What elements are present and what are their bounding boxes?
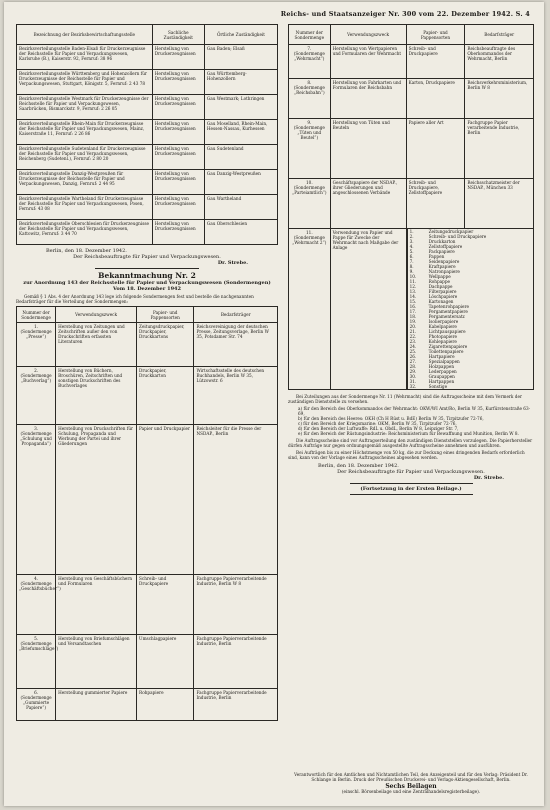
table-cell: 1. (Sondermenge „Presse“) [17,323,56,367]
sondermengen-table [16,306,278,721]
table-cell: Herstellung gummierter Papiere [56,689,137,721]
publisher-line: Verantwortlich für den Amtlichen und Nichtamtlichen Teil, den Anzeigenteil und für den Verlag: Präsident Dr. Schlange in Berlin. Druck der Preußischen Druckerei- und Verlags-Aktiengesellschaft, Berlin. [294,772,528,782]
table-cell: Herstellung von Druckschriften für Schulung, Propaganda und Werbung der Partei und ihrer Gliederungen [56,425,137,575]
paragraph: Bei Zuteilungen aus der Sondermenge Nr. 11 (Wehrmacht) sind die Auftragsscheine mit dem Vermerk der zuständigen Dienststelle zu versehen. [288,394,522,404]
position-name: Kraftpapiere [428,264,456,269]
table-row [17,120,278,145]
right-column [288,24,534,800]
position-name: Packpapiere [428,249,455,254]
position-name: Löschpapiere [428,294,458,299]
table-cell: Fachgruppe Papier verarbeitende Industrie, Berlin [465,119,534,179]
list-item: c) für den Bereich der Kriegsmarine: OKM, Berlin W 35, Tirpitzufer 72-76, [298,421,457,426]
table-cell: Herstellung von Wertpapieren und Formularen der Wehrmacht [330,45,406,79]
position-name: Filterpapiere [428,289,457,294]
notice-subtitle: zur Anordnung 143 der Reichsstelle für Papier und Verpackungswesen (Sondermengen) [23,280,271,286]
table-cell: Geschäftspapiere der NSDAP., ihrer Gliederungen und angeschlossenen Verbände [330,179,406,229]
position-name: Photopapiere [428,334,458,339]
position-name: Pappen [428,254,445,259]
position-number: 30. [409,374,417,379]
table-header: Verwendungszweck [56,307,137,323]
table-header: Bezeichnung der Bezirksbewirtschaftungsstelle [17,25,153,45]
table-cell: Reichsvereinigung der deutschen Presse, Zeitungsverlage, Berlin W 35, Potsdamer Str. 74 [194,323,278,367]
position-number: 21. [409,329,417,334]
position-name: Natronpapiere [428,269,460,274]
position-name: Hartpapiere [428,354,455,359]
table-cell: Reichsleiter für die Presse der NSDAP., Berlin [194,425,278,575]
table-cell: Fachgruppe Papierverarbeitende Industrie, Berlin W 8 [194,575,278,635]
table-cell: Herstellung von Druckerzeugnissen [152,70,204,95]
table-header: Sachliche Zuständigkeit [152,25,204,45]
table-cell: Druckpapier, Druckkarton [137,367,194,425]
table-header: Bedarfsträger [194,307,278,323]
position-number: 17. [409,309,417,314]
position-name: Wellpappe [428,274,451,279]
bewirtschaftungsstellen-table [16,24,278,245]
table-cell: Umschlagpapiere [137,635,194,689]
table-cell: Gau Westmark; Lothringen [204,95,277,120]
left-column [16,24,278,800]
divider [350,483,473,484]
position-name: Hartpappen [428,379,455,384]
position-name: Holzpappen [428,364,455,369]
table-row [17,220,278,245]
position-number: 14. [409,294,417,299]
table-header: Papier- und Pappensorten [137,307,194,323]
list-item: b) für den Bereich des Heeres: OKH (Ch H Rüst u. BdE) Berlin W 35, Tirpitzufer 72-76, [298,416,484,421]
position-number: 26. [409,354,417,359]
table-cell: Herstellung von Druckerzeugnissen [152,95,204,120]
table-cell: 7. (Sondermenge „Wehrmacht“) [289,45,331,79]
table-cell: Bezirksverteilungsstelle Baden-Elsaß für Druckerzeugnisse der Reichsstelle für Papier und Verpackungswesen, Karlsruhe (B.), Kaiserstr. 92, Fernruf: 38 96 [17,45,153,70]
position-number: 32. [409,384,417,389]
table-row [289,119,534,179]
position-name: Druckkarton [428,239,456,244]
table-cell: Herstellung von Druckerzeugnissen [152,45,204,70]
position-number: 10. [409,274,417,279]
position-name: Kartonagen [428,299,454,304]
supplements-note: (einschl. Börsenbeilage und eine Zentralhandelsregisterbeilage). [341,789,481,794]
table-cell: Bezirksverteilungsstelle Württemberg und Hohenzollern für Druckerzeugnisse der Reichsstelle für Papier und Verpackungswesen, Stuttgart, Königstr. 5, Fernruf: 2 43 78 [17,70,153,95]
position-name: Zellstoffpapiere [428,244,463,249]
position-name: Lederpappen [428,369,457,374]
table-cell: Gau Wartheland [204,195,277,220]
list-item: e) für den Bereich der Rüstungsindustrie: Reichsministerium für Bewaffnung und Munition, Berlin W 8. [298,431,519,436]
table-cell: Herstellung von Briefumschlägen und Versandtaschen [56,635,137,689]
table-header: Papier- und Pappensorten [406,25,465,45]
position-row [407,384,532,389]
right-body-text [288,394,534,460]
notice-intro: Gemäß § 1 Abs. 4 der Anordnung 143 lege ich folgende Sondermengen fest und bestelle die nachgenannten Bedarfsträger für die Verteilung der Sondermengen: [16,294,254,304]
table-cell: Schreib- und Druckpapiere [137,575,194,635]
table-cell: Herstellung von Zeitungen und Zeitschriften außer den von Druckschriften erfassten Literaturen [56,323,137,367]
newspaper-page [4,2,544,806]
table-cell: Bezirksverteilungsstelle Sudetenland für Druckerzeugnisse der Reichsstelle für Papier und Verpackungswesen, Reichenberg (Sudetenl.), Fernruf: 2 80 20 [17,145,153,170]
table-cell: Bezirksverteilungsstelle Wartheland für Druckerzeugnisse der Reichsstelle für Papier und Verpackungswesen, Posen, Fernruf: 43 08 [17,195,153,220]
position-number: 27. [409,359,417,364]
position-number: 1. [409,229,414,234]
table-cell: Gau Sudetenland [204,145,277,170]
table-header: Nummer der Sondermenge [289,25,331,45]
table-cell: Fachgruppe Papierverarbeitende Industrie, Berlin [194,635,278,689]
table-cell: Fachgruppe Papierverarbeitende Industrie, Berlin [194,689,278,721]
table-row [289,179,534,229]
position-number: 8. [409,264,414,269]
position-number: 9. [409,269,414,274]
supplements-title: Sechs Beilagen [385,783,437,790]
position-name: Sonstige [428,384,448,389]
position-name: Zigarettenpapiere [428,344,468,349]
position-number: 31. [409,379,417,384]
table-cell: Gau Württemberg-Hohenzollern [204,70,277,95]
table-cell: 4. (Sondermenge „Geschäftsbücher“) [17,575,56,635]
position-number: 25. [409,349,417,354]
table-cell: Herstellung von Büchern, Broschüren, Zeitschriften und sonstigen Druckschriften des Buchverlages [56,367,137,425]
position-number: 28. [409,364,417,369]
position-number: 4. [409,244,414,249]
notice-heading [16,271,278,292]
paragraph: Bei Aufträgen bis zu einer Höchstmenge von 50 kg, die zur Deckung eines dringenden Bedarfs erforderlich sind, kann von der Vorlage eines Auftragsscheines abgesehen werden. [288,450,525,460]
position-number: 23. [409,339,417,344]
position-name: Lichtpauspapiere [428,329,466,334]
table-cell: 5. (Sondermenge „Briefumschläge“) [17,635,56,689]
table-row [289,229,534,390]
position-number: 6. [409,254,414,259]
table-cell: Bezirksverteilungsstelle Oberschlesien für Druckerzeugnisse der Reichsstelle für Papier und Verpackungswesen, Kattowitz, Fernruf: 3 44 70 [17,220,153,245]
position-name: Isolierpapiere [428,319,459,324]
table-cell: Herstellung von Druckerzeugnissen [152,145,204,170]
table-cell: 9. (Sondermenge „Tüten und Beutel“) [289,119,331,179]
table-cell: Wirtschaftsstelle des deutschen Buchhandels, Berlin W 35, Lützowstr. 6 [194,367,278,425]
table-header: Örtliche Zuständigkeit [204,25,277,45]
position-number: 22. [409,334,417,339]
list-item: a) für den Bereich des Oberkommandos der Wehrmacht: OKW/WI Amt/Ro, Berlin W 35, Kurfürstenstraße 63-69, [298,406,531,416]
sondermengen-table-continued [288,24,534,390]
table-row [17,425,278,575]
table-cell: Gau Danzig-Westpreußen [204,170,277,195]
position-number: 5. [409,249,414,254]
table-row [289,45,534,79]
table-cell: 10. (Sondermenge „Parteiamtlich“) [289,179,331,229]
position-number: 2. [409,234,414,239]
table-row [17,45,278,70]
table-cell: Bezirksverteilungsstelle Westmark für Druckerzeugnisse der Reichsstelle für Papier und Verpackungswesen, Saarbrücken, Bismarckstr. 9, Fernruf: 2 26 05 [17,95,153,120]
position-name: Seidenpapiere [428,259,460,264]
position-name: Toilettenpapiere [428,349,464,354]
table-cell: Schreib- und Druckpapiere [406,45,465,79]
continuation-note: (Fortsetzung in der Ersten Beilage.) [360,486,462,492]
position-name: Pergamentpapiere [428,309,468,314]
table-cell: Herstellung von Druckerzeugnissen [152,170,204,195]
table-row [17,70,278,95]
signature-block-2 [288,463,534,481]
table-row [17,635,278,689]
divider [95,268,200,269]
table-row [289,79,534,119]
table-cell: Reichsverkehrsministerium, Berlin W 8 [465,79,534,119]
table-cell: Herstellung von Druckerzeugnissen [152,120,204,145]
table-cell: Zeitungsdruckpapier, Druckpapier, Druckkartons [137,323,194,367]
position-name: Pergamentersatz [428,314,465,319]
position-name: Tapetenrohpapiere [428,304,469,309]
table-header: Nummer der Sondermenge [17,307,56,323]
position-name: Rohpappe [428,279,451,284]
position-number: 7. [409,259,414,264]
colophon [288,772,534,794]
table-row [17,575,278,635]
table-cell: Herstellung von Tüten und Beuteln [330,119,406,179]
table-cell: Papiere aller Art [406,119,465,179]
table-cell: Papier und Druckpapier [137,425,194,575]
position-name: Dachpappe [428,284,453,289]
table-cell: Herstellung von Geschäftsbüchern und Formularen [56,575,137,635]
running-title: Reichs- und Staatsanzeiger Nr. 300 vom 22. Dezember 1942. S. 4 [280,10,530,18]
table-cell: Rohpapiere [137,689,194,721]
position-number: 29. [409,369,417,374]
signature-date: Berlin, den 18. Dezember 1942. [318,463,399,469]
position-number: 19. [409,319,417,324]
signature-date: Berlin, den 18. Dezember 1942. [46,248,127,254]
position-number: 18. [409,314,417,319]
table-cell: 6. (Sondermenge „Gummierte Papiere“) [17,689,56,721]
table-header: Bedarfsträger [465,25,534,45]
table-row [17,145,278,170]
position-number: 13. [409,289,417,294]
notice-date: Vom 18. Dezember 1942 [112,286,182,292]
position-name: Graupappen [428,374,455,379]
table-row [17,323,278,367]
table-cell: 8. (Sondermenge „Reichsbahn“) [289,79,331,119]
position-list [407,229,533,389]
position-name: Zeitungsdruckpapier [428,229,474,234]
table-cell: Gau Baden; Elsaß [204,45,277,70]
signature-authority: Der Reichsbeauftragte für Papier und Verpackungswesen. [73,254,221,260]
paragraph: Die Auftragsscheine sind vor Auftragserteilung den zuständigen Dienststellen vorzulegen. Die Papierhersteller dürfen Aufträge nur gegen ordnungsgemäß ausgestellte Auftragsscheine annehmen und ausführen. [288,438,533,448]
position-number: 15. [409,299,417,304]
signature-block-1 [16,248,278,266]
table-row [17,95,278,120]
signature-name: Dr. Strebe. [217,260,248,266]
position-name: Spezialpappen [428,359,460,364]
table-cell: Herstellung von Druckerzeugnissen [152,195,204,220]
table-cell: Bezirksverteilungsstelle Danzig-Westpreußen für Druckerzeugnisse der Reichsstelle für Papier und Verpackungswesen, Danzig, Fernruf: 2 44 95 [17,170,153,195]
divider [350,494,473,495]
position-number: 12. [409,284,417,289]
signature-authority: Der Reichsbeauftragte für Papier und Verpackungswesen. [337,469,485,475]
position-number: 3. [409,239,414,244]
table-row [17,689,278,721]
table-cell: 3. (Sondermenge „Schulung und Propaganda“) [17,425,56,575]
table-cell: Reichsbeauftragte des Oberkommandos der Wehrmacht, Berlin [465,45,534,79]
table-cell: 2. (Sondermenge „Buchverlag“) [17,367,56,425]
list-item: d) für den Bereich der Luftwaffe: RdL u. ObdL, Berlin W 8, Leipziger Str. 7, [298,426,459,431]
table-row [17,367,278,425]
position-name: Kabelpapiere [428,324,457,329]
table-cell: 11. (Sondermenge „Wehrmacht 2“) [289,229,331,390]
table-row [17,195,278,220]
notice-title: Bekanntmachung Nr. 2 [98,271,196,280]
table-cell: Gau Oberschlesien [204,220,277,245]
table-cell: Schreib- und Druckpapiere, Zellstoffpapiere [406,179,465,229]
table-cell: Reichsschatzmeister der NSDAP., München 33 [465,179,534,229]
position-name: Kohlepapiere [428,339,457,344]
position-number: 16. [409,304,417,309]
signature-name: Dr. Strebe. [473,475,504,481]
position-list-cell [406,229,533,390]
position-name: Schreib- und Druckpapiere [428,234,487,239]
table-cell: Herstellung von Fahrkarten und Formularen der Reichsbahn [330,79,406,119]
position-number: 20. [409,324,417,329]
table-cell: Karton, Druckpapiere [406,79,465,119]
table-row [17,170,278,195]
table-header: Verwendungszweck [330,25,406,45]
table-cell: Gau Moselland, Rhein-Main, Hessen-Nassau, Kurhessen [204,120,277,145]
table-cell: Bezirksverteilungsstelle Rhein-Main für Druckerzeugnisse der Reichsstelle für Papier und Verpackungswesen, Mainz, Kaiserstraße 11, Fernruf: 2 26 86 [17,120,153,145]
table-cell: Verwendung von Papier und Pappe für Zwecke der Wehrmacht nach Maßgabe der Anlage [330,229,406,390]
position-number: 24. [409,344,417,349]
table-cell: Herstellung von Druckerzeugnissen [152,220,204,245]
position-number: 11. [409,279,417,284]
